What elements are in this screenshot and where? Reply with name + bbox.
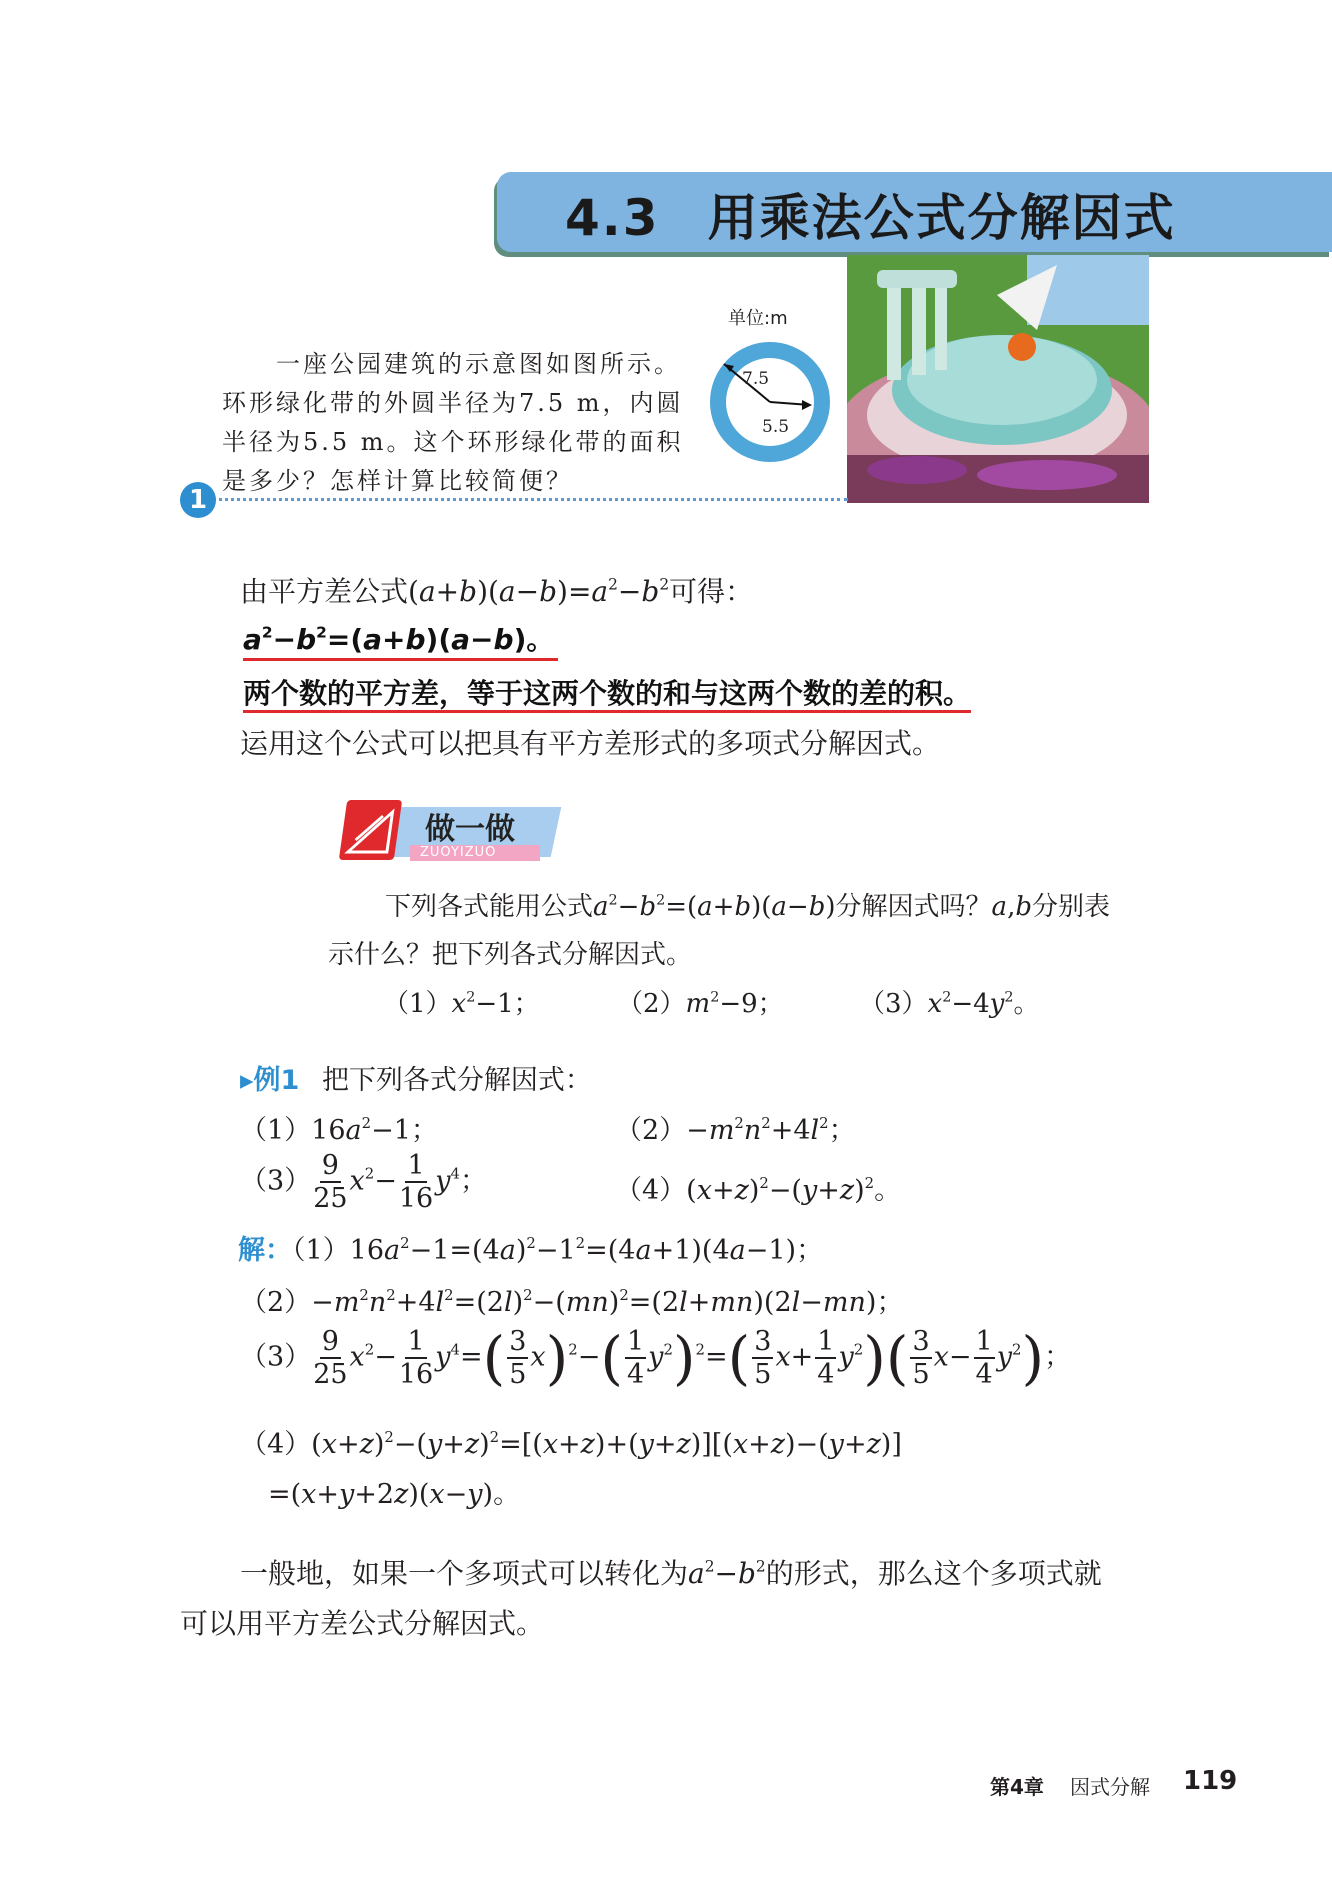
conclusion-line-2: 可以用平方差公式分解因式。: [180, 1607, 545, 1640]
activity-item-2-num: （2）: [617, 989, 686, 1019]
solution-line-1: 解：$(1)16a^2-1=(4a)^2-1^2=(4a+1)(4a-1)$；: [238, 1233, 824, 1266]
activity-item-3: $(3)x^2-4y^2$。: [859, 989, 1040, 1019]
intro-line-4: 是多少？怎样计算比较简便？: [222, 467, 573, 495]
inner-radius-label: 5.5: [762, 417, 790, 437]
intro-line-1: 一座公园建筑的示意图如图所示。: [222, 350, 681, 378]
conclusion-line-1: 一般地，如果一个多项式可以转化为$a^2-b^2$的形式，那么这个多项式就: [240, 1557, 1102, 1590]
difference-of-squares-intro: 由平方差公式$(a+b)(a-b)=a^2-b^2$可得：: [240, 575, 754, 608]
ring-diagram: [700, 300, 845, 475]
footer-chapter-title: 因式分解: [1070, 1775, 1150, 1799]
example-prompt: 把下列各式分解因式：: [321, 1065, 592, 1096]
intro-line-2: 环形绿化带的外圆半径为7.5 m，内圆: [222, 389, 684, 417]
example-1-heading: [240, 1058, 592, 1097]
conclusion-1b: 的形式，那么这个多项式就: [765, 1557, 1102, 1590]
activity-q1a: 下列各式能用公式: [385, 892, 594, 922]
factor-formula: $a^2-b^2=(a+b)(a-b)$。: [243, 618, 558, 663]
section-title-text: 用乘法公式分解因式: [707, 189, 1176, 247]
theorem-text: 两个数的平方差，等于这两个数的和与这两个数的差的积。: [243, 677, 971, 713]
example-item-2: $(2)-m^2n^2+4l^2$；: [615, 1113, 856, 1146]
example-label: ▸例1: [240, 1065, 300, 1096]
section-divider: [212, 498, 848, 501]
intro-line-3: 半径为5.5 m。这个环形绿化带的面积: [222, 428, 684, 456]
solution-label: 解：: [238, 1235, 292, 1266]
park-photo-illustration: [847, 255, 1149, 503]
application-note: 运用这个公式可以把具有平方差形式的多项式分解因式。: [240, 727, 941, 760]
activity-item-3-num: （3）: [859, 989, 928, 1019]
line1-suffix: 可得：: [669, 575, 754, 608]
section-title: [565, 178, 1176, 250]
activity-question-line-2: 示什么？把下列各式分解因式。: [328, 940, 693, 970]
problem-number-badge: 1: [180, 482, 216, 518]
page-number: 119: [1183, 1766, 1238, 1796]
activity-subtitle: ZUOYIZUO: [420, 845, 497, 860]
solution-line-2: $(2)-m^2n^2+4l^2=(2l)^2-(mn)^2=(2l+mn)(2l-mn)$；: [240, 1285, 904, 1318]
unit-label: 单位:m: [728, 308, 788, 329]
activity-q1c: 分别表: [1031, 892, 1110, 922]
solution-line-5: =(x+y+2z)(x−y)。: [268, 1479, 521, 1510]
section-number: 4.3: [565, 189, 660, 247]
park-photo: [847, 255, 1149, 503]
example-item-1: $(1)16a^2-1$；: [240, 1113, 438, 1146]
line1-prefix: 由平方差公式: [240, 575, 409, 608]
activity-item-2: $(2)m^2-9$；: [617, 989, 784, 1019]
conclusion-1a: 一般地，如果一个多项式可以转化为: [240, 1557, 689, 1590]
example-item-4: $(4)(x+z)^2-(y+z)^2$。: [615, 1173, 902, 1206]
solution-line-3: （3） $\frac{9}{25}$ $x^2-$ $\frac{1}{16}$ $y^4=$( $\frac{3}{5}$ x)$^2$−( $\frac{1}{4}$ $y^2)^2=$( $\frac{3}{5}$ x+ $\frac{1}{4}$ $y^2$)( $\frac{3}{5}$ x− $\frac{1}{4}$ $y^2$)；: [240, 1324, 1072, 1392]
activity-question-line-1: 下列各式能用公式$a^2-b^2=(a+b)(a-b)$分解因式吗？a,b分别表: [385, 892, 1110, 922]
activity-item-1: $(1)x^2-1$；: [383, 989, 540, 1019]
activity-q1b: 分解因式吗？: [835, 892, 992, 922]
outer-radius-label: 7.5: [742, 369, 770, 389]
activity-item-1-num: （1）: [383, 989, 452, 1019]
footer-chapter: 第4章: [990, 1775, 1044, 1799]
theorem-statement: [243, 672, 971, 712]
ruler-triangle-icon: [339, 800, 402, 860]
activity-title: 做一做: [425, 812, 515, 847]
example-item-3: （3） $\frac{9}{25}$ $x^2-$ $\frac{1}{16}$ $y^4$；: [240, 1150, 487, 1214]
solution-line-4: $(4)(x+z)^2-(y+z)^2=[(x+z)+(y+z)][(x+z)-(y+z)]$: [240, 1427, 902, 1460]
